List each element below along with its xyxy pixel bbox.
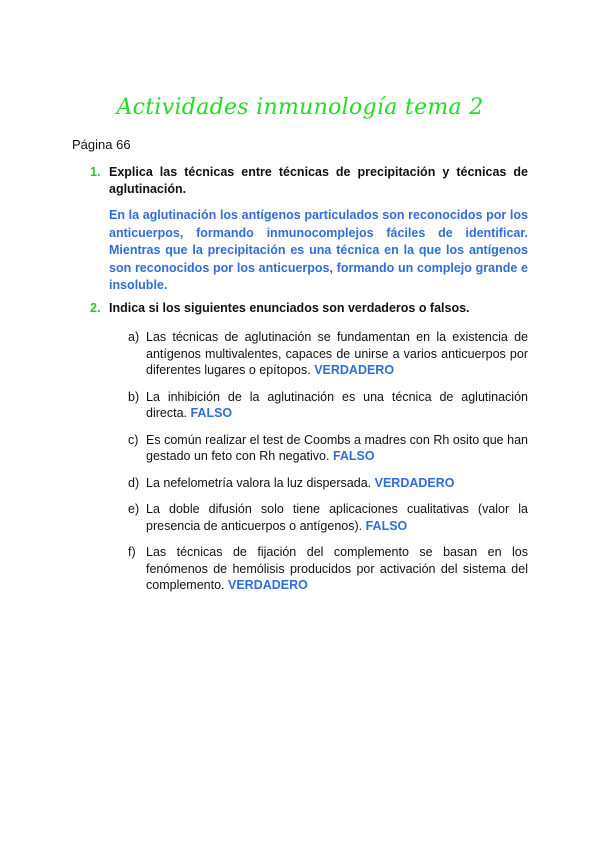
item-verdict: VERDADERO — [314, 363, 395, 377]
item-text: Es común realizar el test de Coombs a madres con Rh osito que han gestado un feto con Rh negativo. — [146, 432, 528, 463]
question-1 — [90, 164, 528, 295]
page-reference: Página 66 — [72, 137, 131, 152]
statement-item — [128, 475, 528, 492]
question-number: 1. — [90, 165, 101, 179]
item-verdict: VERDADERO — [228, 578, 308, 592]
item-text: Las técnicas de fijación del complemento se basan en los fenómenos de hemólisis producidos por activación del sistema del complemento. — [146, 545, 528, 592]
statement-item — [128, 501, 528, 534]
item-letter: c) — [128, 432, 139, 447]
statement-item — [128, 432, 528, 465]
item-letter: d) — [128, 475, 140, 490]
item-verdict: FALSO — [365, 518, 408, 533]
item-letter: a) — [128, 330, 140, 344]
statement-item — [128, 329, 528, 379]
statement-item — [128, 389, 528, 422]
document-title: Actividades inmunología tema 2 — [116, 95, 484, 120]
item-text: La inhibición de la aglutinación es una técnica de aglutinación directa. — [146, 389, 528, 420]
statement-list — [128, 329, 528, 594]
question-text: Explica las técnicas entre técnicas de precipitación y técnicas de aglutinación. — [109, 165, 528, 196]
item-verdict: FALSO — [332, 449, 375, 463]
item-letter: e) — [128, 502, 140, 516]
question-2 — [90, 300, 528, 604]
item-letter: b) — [128, 389, 140, 404]
item-verdict: VERDADERO — [374, 475, 455, 490]
item-verdict: FALSO — [190, 406, 233, 420]
answer-text: En la aglutinación los antígenos particulados son reconocidos por los anticuerpos, formando inmunocomplejos fáciles de identificar. Mientras que la precipitación es una técnica en la que los antígenos son reconocidos por los anticuerpos, formando un complejo grande e insoluble. — [109, 208, 528, 292]
item-text: Las técnicas de aglutinación se fundamentan en la existencia de antígenos multivalentes, capaces de unirse a varios anticuerpos por diferentes lugares o epítopos. — [146, 330, 528, 377]
question-number: 2. — [90, 301, 101, 315]
question-text: Indica si los siguientes enunciados son verdaderos o falsos. — [109, 301, 470, 315]
statement-item — [128, 544, 528, 594]
item-text: La doble difusión solo tiene aplicaciones cualitativas (valor la presencia de anticuerpos o antígenos). — [146, 502, 528, 533]
item-text: La nefelometría valora la luz dispersada. — [146, 475, 372, 490]
item-letter: f) — [128, 545, 136, 559]
